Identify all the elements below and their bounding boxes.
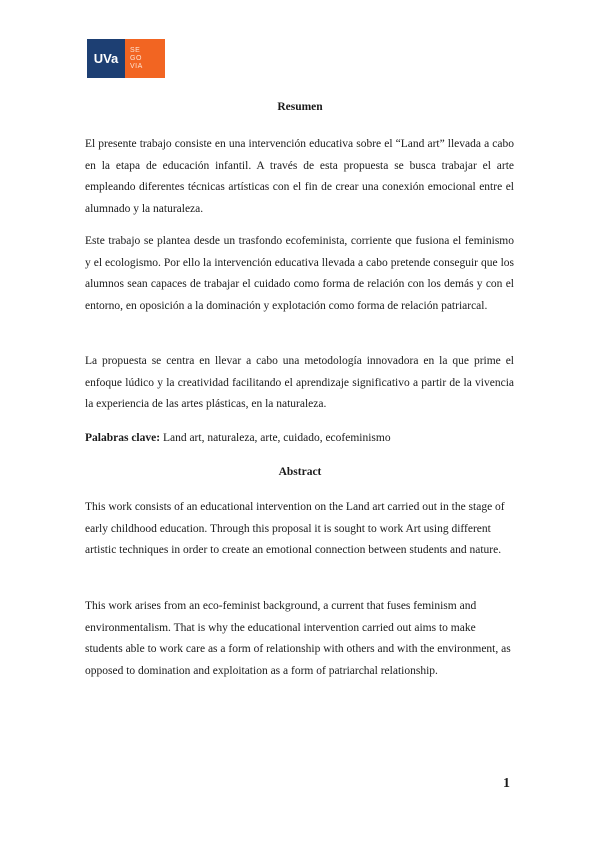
logo-campus-block	[125, 39, 165, 78]
keywords-text: Land art, naturaleza, arte, cuidado, ecofeminismo	[162, 432, 391, 444]
resumen-heading: Resumen	[277, 101, 323, 113]
abstract-heading: Abstract	[278, 466, 322, 478]
logo-line: GO	[130, 54, 142, 62]
resumen-paragraph-3: La propuesta se centra en llevar a cabo una metodología innovadora en la que prime el enfoque lúdico y la creatividad facilitando el aprendizaje significativo a partir de la vivencia la experiencia de las artes plásticas, en la naturaleza.	[85, 355, 514, 410]
logo-line: SE	[130, 46, 141, 54]
abstract-paragraph-1: This work consists of an educational intervention on the Land art carried out in the stage of early childhood education. Through this proposal it is sought to work Art using different artistic techniques in order to create an emotional connection between students and nature.	[85, 501, 505, 556]
logo-line: VIA	[130, 62, 143, 70]
keywords-label: Palabras clave:	[85, 432, 161, 444]
keywords-line	[85, 428, 514, 450]
logo-uva-block: UVa	[87, 39, 125, 78]
resumen-paragraph-2: Este trabajo se plantea desde un trasfondo ecofeminista, corriente que fusiona el feminismo y el ecologismo. Por ello la intervención educativa llevada a cabo pretende conseguir que los alumnos sean capaces de trabajar el cuidado como forma de relación con los demás y con el entorno, en oposición a la dominación y explotación como forma de relación patriarcal.	[85, 235, 514, 312]
university-logo	[87, 39, 165, 78]
abstract-paragraph-2: This work arises from an eco-feminist background, a current that fuses feminism and environmentalism. That is why the educational intervention carried out aims to make students able to work care as a form of relationship with others and with the environment, as opposed to domination and exploitation as a form of patriarchal relationship.	[85, 600, 511, 677]
resumen-paragraph-1: El presente trabajo consiste en una intervención educativa sobre el “Land art” llevada a cabo en la etapa de educación infantil. A través de esta propuesta se busca trabajar el arte empleando diferentes técnicas artísticas con el fin de crear una conexión emocional entre el alumnado y la naturaleza.	[85, 138, 514, 215]
page-number: 1	[503, 776, 510, 791]
